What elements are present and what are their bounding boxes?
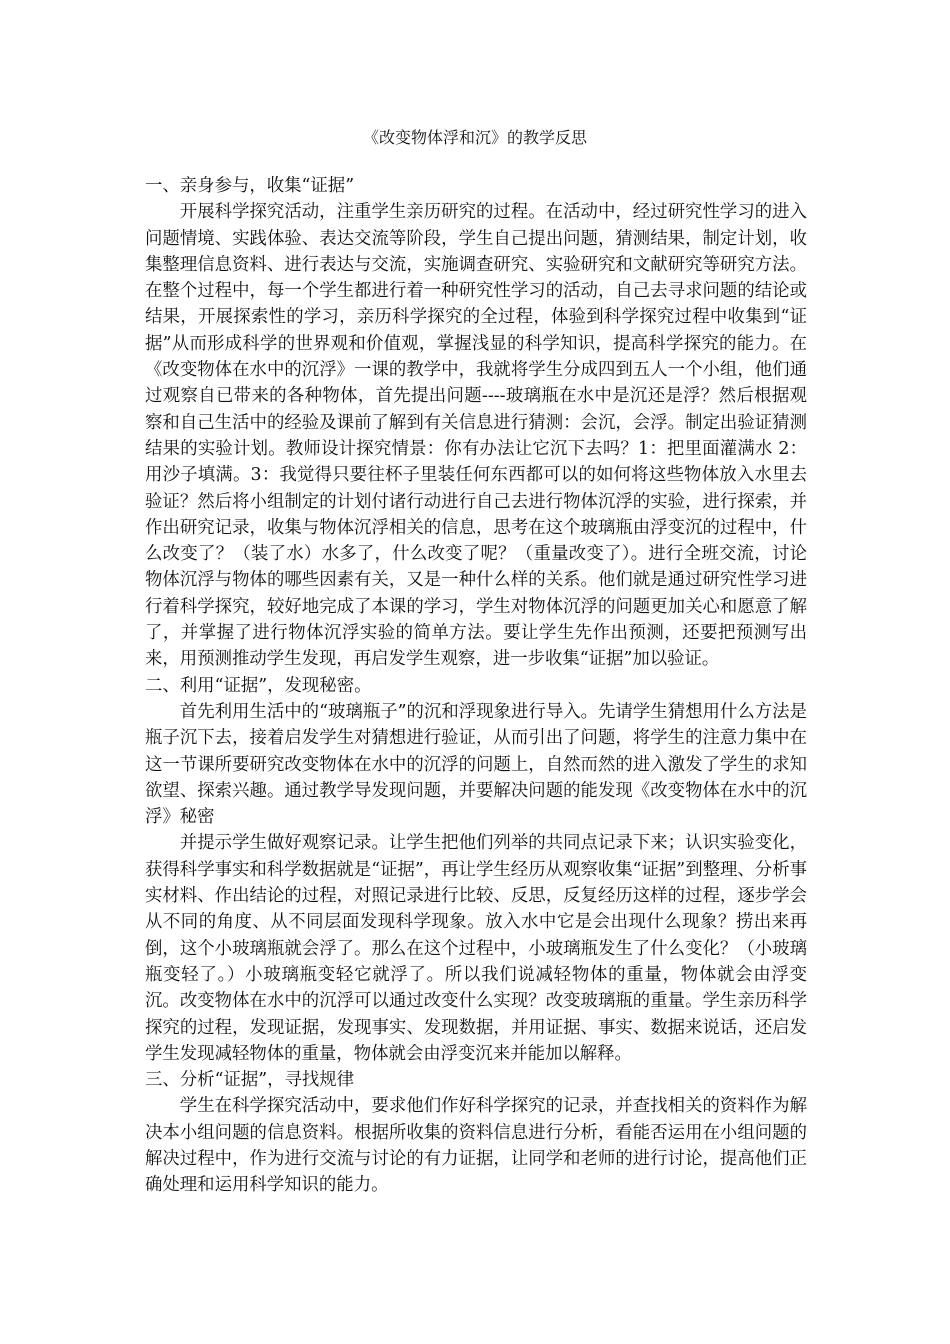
section-analyze-evidence (145, 1067, 807, 1198)
section-paragraph: 学生在科学探究活动中，要求他们作好科学探究的记录，并查找相关的资料作为解决本小组问题的信息资料。根据所收集的资料信息进行分析，看能否运用在小组问题的解决过程中，作为进行交流与讨论的有力证据，让同学和老师的进行讨论，提高他们正确处理和运用科学知识的能力。 (145, 1096, 807, 1196)
section-collect-evidence (145, 173, 807, 673)
section-use-evidence (145, 673, 807, 1067)
document-body (145, 173, 807, 1199)
section-paragraph: 开展科学探究活动，注重学生亲历研究的过程。在活动中，经过研究性学习的进入问题情境、实践体验、表达交流等阶段，学生自己提出问题，猜测结果，制定计划，收集整理信息资料、进行表达与交流，实施调查研究、实验研究和文献研究等研究方法。在整个过程中，每一个学生都进行着一种研究性学习的活动，自己去寻求问题的结论或结果，开展探索性的学习，亲历科学探究的全过程，体验到科学探究过程中收集到“证据”从而形成科学的世界观和价值观，掌握浅显的科学知识，提高科学探究的能力。在《改变物体在水中的沉浮》一课的教学中，我就将学生分成四到五人一个小组，他们通过观察自已带来的各种物体，首先提出问题----玻璃瓶在水中是沉还是浮？然后根据观察和自己生活中的经验及课前了解到有关信息进行猜测：会沉，会浮。制定出验证猜测结果的实验计划。教师设计探究情景：你有办法让它沉下去吗？1：把里面灌满水 2：用沙子填满。3：我觉得只要往杯子里装任何东西都可以的如何将这些物体放入水里去验证？然后将小组制定的计划付诸行动进行自己去进行物体沉浮的实验，进行探索，并作出研究记录，收集与物体沉浮相关的信息，思考在这个玻璃瓶由浮变沉的过程中，什么改变了？（装了水）水多了，什么改变了呢？（重量改变了）。进行全班交流，讨论物体沉浮与物体的哪些因素有关，又是一种什么样的关系。他们就是通过研究性学习进行着科学探究，较好地完成了本课的学习，学生对物体沉浮的问题更加关心和愿意了解了，并掌握了进行物体沉浮实验的简单方法。要让学生先作出预测，还要把预测写出来，用预测推动学生发现，再启发学生观察，进一步收集“证据”加以验证。 (145, 202, 807, 670)
section-paragraph: 首先利用生活中的“玻璃瓶子”的沉和浮现象进行导入。先请学生猜想用什么方法是瓶子沉下去，接着启发学生对猜想进行验证，从而引出了问题，将学生的注意力集中在这一节课所要研究改变物体在水中的沉浮的问题上，自然而然的进入激发了学生的求知欲望、探索兴趣。通过教学导发现问题，并要解决问题的能发现《改变物体在水中的沉浮》秘密 (145, 701, 807, 828)
section-heading: 三、分析“证据”，寻找规律 (145, 1070, 355, 1091)
document-title: 《改变物体浮和沉》的教学反思 (362, 128, 587, 147)
section-heading: 一、亲身参与，收集“证据” (145, 176, 355, 196)
section-heading: 二、利用“证据”，发现秘密。 (145, 675, 372, 696)
section-paragraph: 并提示学生做好观察记录。让学生把他们列举的共同点记录下来；认识实验变化，获得科学事实和科学数据就是“证据”，再让学生经历从观察收集“证据”到整理、分析事实材料、作出结论的过程，对照记录进行比较、反思，反复经历这样的过程，逐步学会从不同的角度、从不同层面发现科学现象。放入水中它是会出现什么现象？捞出来再倒，这个小玻璃瓶就会浮了。那么在这个过程中，小玻璃瓶发生了什么变化？（小玻璃瓶变轻了。）小玻璃瓶变轻它就浮了。所以我们说减轻物体的重量，物体就会由浮变沉。改变物体在水中的沉浮可以通过改变什么实现？改变玻璃瓶的重量。学生亲历科学探究的过程，发现证据，发现事实、发现数据，并用证据、事实、数据来说话，还启发学生发现减轻物体的重量，物体就会由浮变沉来并能加以解释。 (145, 833, 807, 1064)
